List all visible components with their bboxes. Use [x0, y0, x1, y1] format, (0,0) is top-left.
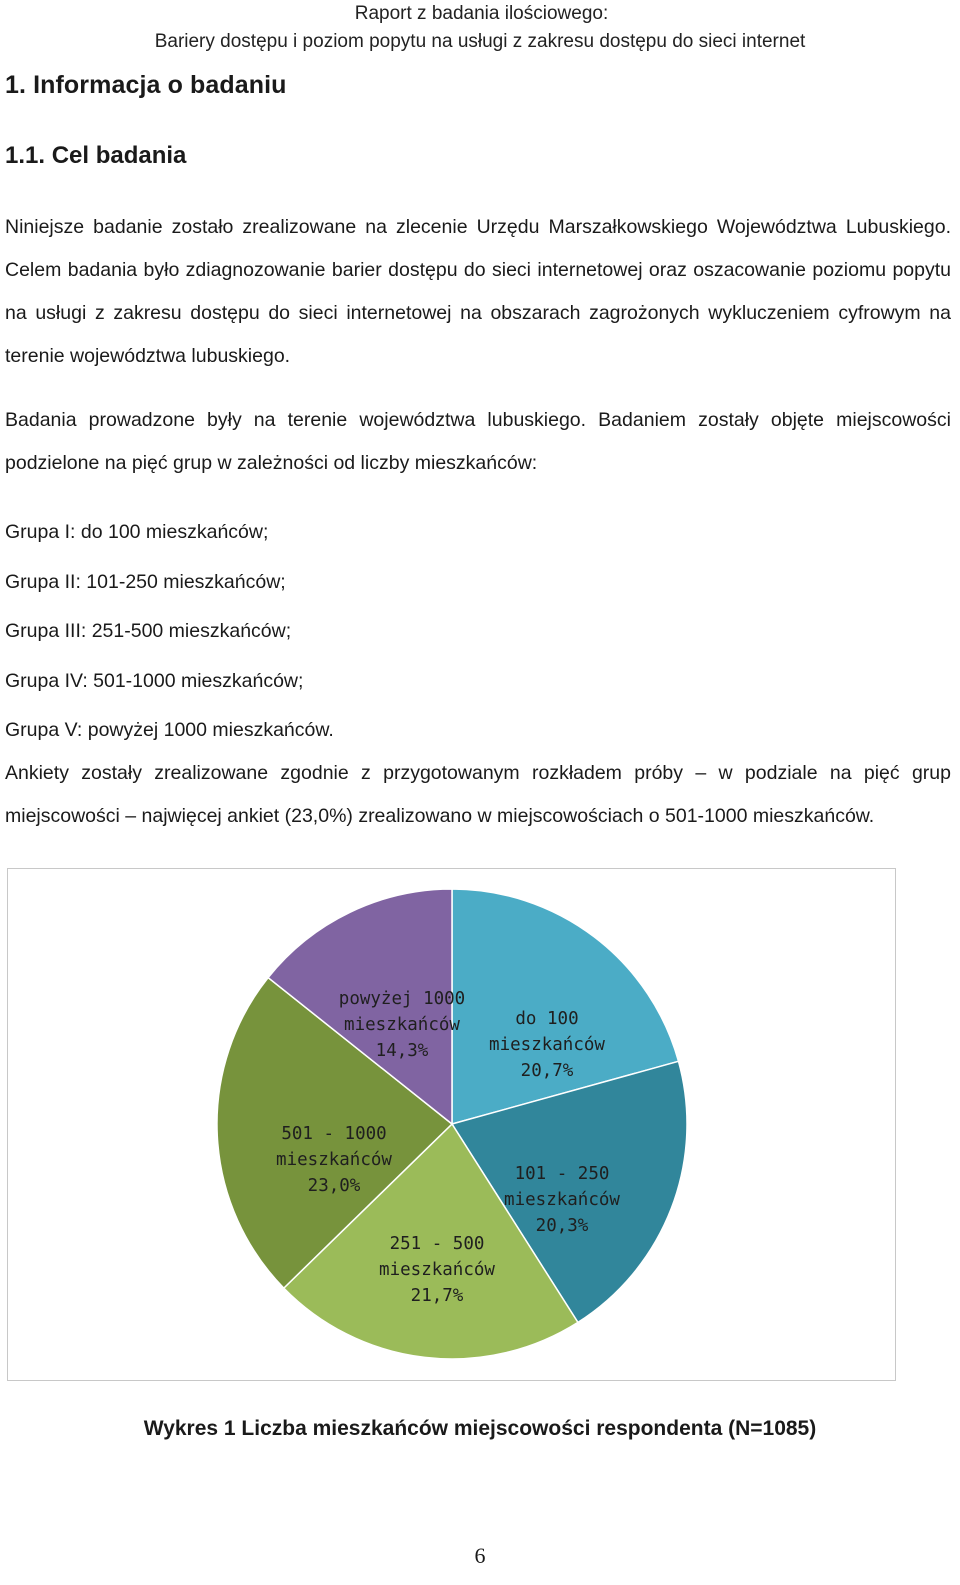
- slice-label: powyżej 1000 mieszkańców 14,3%: [338, 989, 466, 1061]
- slice-label: 251 - 500 mieszkańców 21,7%: [379, 1234, 495, 1306]
- header-line-1: Raport z badania ilościowego:: [354, 3, 609, 24]
- section-title: 1. Informacja o badaniu: [5, 71, 287, 99]
- paragraph-purpose: Niniejsze badanie zostało zrealizowane na zlecenie Urzędu Marszałkowskiego Województwa Lubuskiego. Celem badania było zdiagnozowanie barier dostępu do sieci internetowej oraz oszacowanie poziomu popytu na usługi z zakresu dostępu do sieci internetowej na obszarach zagrożonych wykluczeniem cyfrowym na terenie województwa lubuskiego.: [5, 216, 951, 367]
- pie-chart: [8, 869, 897, 1382]
- paragraph-scope: Badania prowadzone były na terenie województwa lubuskiego. Badaniem zostały objęte miejscowości podzielone na pięć grup w zależności od liczby mieszkańców:: [5, 409, 951, 474]
- document-header: [0, 0, 960, 56]
- pie-chart-frame: [7, 868, 896, 1381]
- chart-caption: Wykres 1 Liczba mieszkańców miejscowości respondenta (N=1085): [143, 1417, 817, 1440]
- group-item: Grupa III: 251-500 mieszkańców;: [5, 620, 292, 642]
- group-item: Grupa II: 101-250 mieszkańców;: [5, 570, 286, 593]
- group-item: Grupa IV: 501-1000 mieszkańców;: [5, 669, 304, 692]
- group-list: [5, 508, 334, 756]
- paragraph-sample: Ankiety zostały zrealizowane zgodnie z przygotowanym rozkładem próby – w podziale na pięć grup miejscowości – najwięcej ankiet (23,0%) zrealizowano w miejscowościach o 501-1000 mieszkańców.: [5, 762, 951, 827]
- subsection-title: 1.1. Cel badania: [5, 142, 187, 169]
- group-item: Grupa I: do 100 mieszkańców;: [5, 521, 269, 543]
- page-number: 6: [474, 1543, 486, 1568]
- slice-label: 101 - 250 mieszkańców 20,3%: [504, 1164, 620, 1236]
- slice-label: 501 - 1000 mieszkańców 23,0%: [276, 1124, 392, 1196]
- header-line-2: Bariery dostępu i poziom popytu na usługi z zakresu dostępu do sieci internet: [154, 31, 806, 52]
- group-item: Grupa V: powyżej 1000 mieszkańców.: [5, 719, 334, 741]
- slice-label: do 100 mieszkańców 20,7%: [489, 1009, 605, 1081]
